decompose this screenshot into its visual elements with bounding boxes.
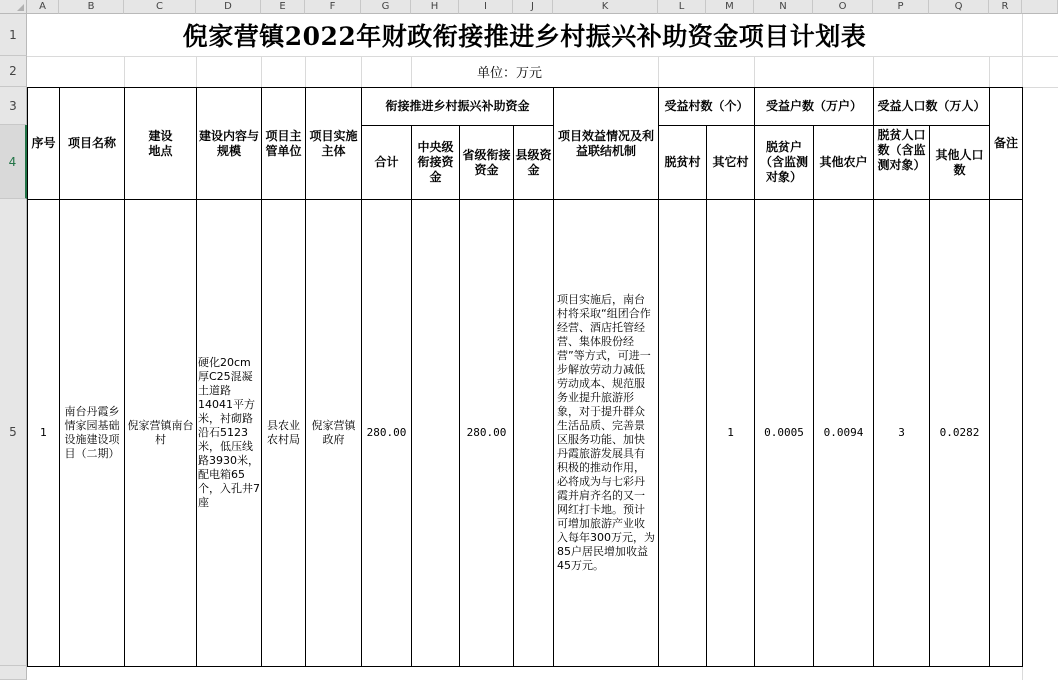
- gridline: [196, 56, 197, 87]
- row-header-3[interactable]: 3: [0, 87, 27, 125]
- header-other-population[interactable]: 其他人口数: [929, 125, 990, 200]
- col-header-j[interactable]: J: [513, 0, 553, 14]
- col-header-blank[interactable]: [1022, 0, 1058, 14]
- header-villages-group[interactable]: 受益村数（个）: [658, 87, 755, 126]
- col-header-l[interactable]: L: [658, 0, 706, 14]
- col-header-k[interactable]: K: [553, 0, 658, 14]
- header-seq[interactable]: 序号: [27, 87, 60, 200]
- cell-location[interactable]: 倪家营镇南台村: [124, 199, 197, 667]
- header-provincial[interactable]: 省级衔接资金: [459, 125, 514, 200]
- header-households-group[interactable]: 受益户数（万户）: [754, 87, 874, 126]
- cell-content[interactable]: 硬化20cm厚C25混凝土道路14041平方米，衬砌路沿石5123米，低压线路3930米，配电箱65个，入孔井7座: [196, 199, 262, 667]
- cell-other-population[interactable]: 0.0282: [929, 199, 990, 667]
- unit-label[interactable]: 单位：万元: [476, 66, 542, 81]
- header-location[interactable]: 建设地点: [124, 87, 197, 200]
- header-population-group[interactable]: 受益人口数（万人）: [873, 87, 990, 126]
- header-remarks[interactable]: 备注: [989, 87, 1023, 200]
- col-header-d[interactable]: D: [196, 0, 261, 14]
- sheet-title[interactable]: 倪家营镇2022年财政衔接推进乡村振兴补助资金项目计划表: [182, 22, 867, 51]
- header-central[interactable]: 中央级衔接资金: [411, 125, 460, 200]
- gridline: [754, 56, 755, 87]
- cell-county[interactable]: [513, 199, 554, 667]
- gridline: [658, 56, 659, 87]
- header-benefit-mechanism[interactable]: 项目效益情况及利益联结机制: [553, 87, 659, 200]
- col-header-r[interactable]: R: [989, 0, 1022, 14]
- cell-benefit-mechanism[interactable]: 项目实施后，南台村将采取“组团合作经营、酒店托管经营、集体股份经营”等方式，可进一步解放劳动力减低劳动成本、规范服务业提升旅游形象，对于提升群众生活品质、完善景区服务功能、加快丹霞旅游发展具有积极的推动作用，必将成为与七彩丹霞并肩齐名的又一网红打卡地。预计可增加旅游产业收入每年300万元，为85户居民增加收益45万元。: [553, 199, 659, 667]
- col-header-f[interactable]: F: [305, 0, 361, 14]
- header-other-households[interactable]: 其他农户: [813, 125, 874, 200]
- col-header-e[interactable]: E: [261, 0, 305, 14]
- cell-remarks[interactable]: [989, 199, 1023, 667]
- header-other-villages[interactable]: 其它村: [706, 125, 755, 200]
- cell-poverty-households[interactable]: 0.0005: [754, 199, 814, 667]
- cell-poverty-villages[interactable]: [658, 199, 707, 667]
- header-poverty-population[interactable]: 脱贫人口数（含监测对象）: [873, 125, 930, 200]
- cell-other-households[interactable]: 0.0094: [813, 199, 874, 667]
- col-header-c[interactable]: C: [124, 0, 196, 14]
- col-header-b[interactable]: B: [59, 0, 124, 14]
- header-poverty-villages[interactable]: 脱贫村: [658, 125, 707, 200]
- col-header-n[interactable]: N: [754, 0, 813, 14]
- header-implementer[interactable]: 项目实施主体: [305, 87, 362, 200]
- col-header-m[interactable]: M: [706, 0, 754, 14]
- select-all-corner[interactable]: [0, 0, 27, 14]
- row-header-6[interactable]: [0, 666, 27, 680]
- col-header-a[interactable]: A: [27, 0, 59, 14]
- col-header-i[interactable]: I: [459, 0, 513, 14]
- row-header-1[interactable]: 1: [0, 14, 27, 56]
- gridline: [124, 56, 125, 87]
- header-project-name[interactable]: 项目名称: [59, 87, 125, 200]
- cell-project-name[interactable]: 南台丹霞乡情家园基础设施建设项目（二期）: [59, 199, 125, 667]
- cell-seq[interactable]: 1: [27, 199, 60, 667]
- col-header-q[interactable]: Q: [929, 0, 989, 14]
- gridline: [989, 56, 990, 87]
- header-county[interactable]: 县级资金: [513, 125, 554, 200]
- header-total[interactable]: 合计: [361, 125, 412, 200]
- col-header-p[interactable]: P: [873, 0, 929, 14]
- col-header-h[interactable]: H: [411, 0, 459, 14]
- gridline: [261, 56, 262, 87]
- cell-provincial[interactable]: 280.00: [459, 199, 514, 667]
- header-dept[interactable]: 项目主管单位: [261, 87, 306, 200]
- row-header-2[interactable]: 2: [0, 56, 27, 87]
- cell-other-villages[interactable]: 1: [706, 199, 755, 667]
- col-header-g[interactable]: G: [361, 0, 411, 14]
- row-header-4[interactable]: 4: [0, 125, 27, 199]
- header-content[interactable]: 建设内容与规模: [196, 87, 262, 200]
- gridline: [305, 56, 306, 87]
- cell-implementer[interactable]: 倪家营镇政府: [305, 199, 362, 667]
- col-header-o[interactable]: O: [813, 0, 873, 14]
- cell-central[interactable]: [411, 199, 460, 667]
- header-poverty-households[interactable]: 脱贫户（含监测对象）: [754, 125, 814, 200]
- row-header-5[interactable]: 5: [0, 199, 27, 666]
- cell-dept[interactable]: 县农业农村局: [261, 199, 306, 667]
- cell-total[interactable]: 280.00: [361, 199, 412, 667]
- gridline: [873, 56, 874, 87]
- header-fund-group[interactable]: 衔接推进乡村振兴补助资金: [361, 87, 554, 126]
- cell-poverty-population[interactable]: 3: [873, 199, 930, 667]
